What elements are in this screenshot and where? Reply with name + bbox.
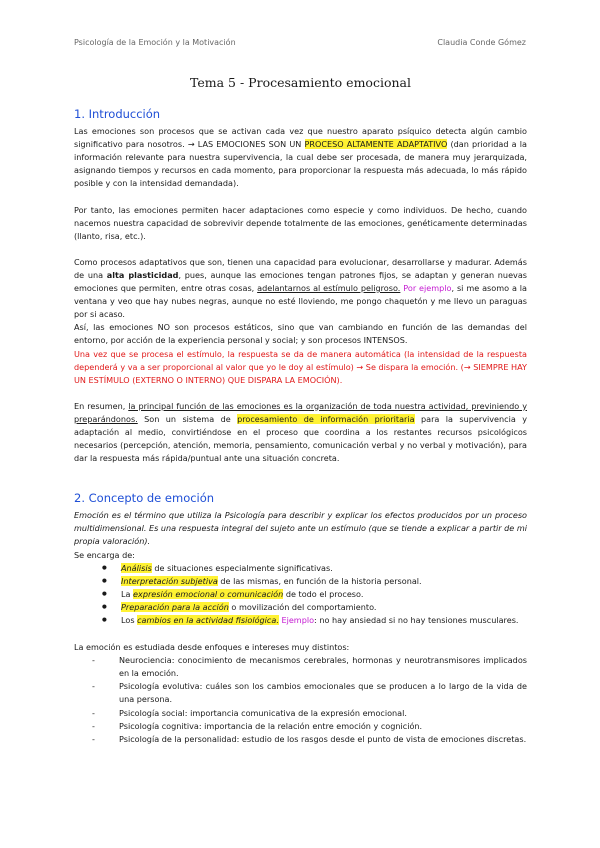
text-run: Como procesos adaptativos que son, tienen una capacidad para evolucionar, desarrollarse y madurar. Además de una (74, 256, 527, 280)
bold-text: alta plasticidad (106, 269, 179, 280)
highlight-text: PROCESO ALTAMENTE ADAPTATIVO (304, 139, 448, 150)
paragraph-3 (74, 256, 527, 321)
list-item: - Psicología social: importancia comunicativa de la expresión emocional. (92, 707, 527, 720)
highlight-text: cambios en la actividad fisiológica. (137, 615, 279, 625)
underlined-text: la principal función de las emociones es la organización de toda nuestra actividad, previniendo y preparándonos. (74, 400, 527, 424)
text-run: , si me asomo a la ventana y veo que hay nubes negras, aunque no esté lloviendo, me pongo chaquetón y me llevo un paraguas por si acaso. (74, 283, 528, 320)
approaches-list (74, 654, 527, 746)
text-run: En resumen, (74, 400, 129, 411)
definition-paragraph: Emoción es el término que utiliza la Psicología para describir y explicar los efectos producidos por un proceso multidimensional. Es una respuesta integral del sujeto ante un estímulo (que se tiende a explicar a partir de mi propia valoración). (74, 510, 527, 547)
list-item: - Neurociencia: conocimiento de mecanismos cerebrales, hormonas y neurotransmisores implicados en la emoción. (92, 654, 527, 680)
document-body (74, 76, 527, 746)
list-item: ● Preparación para la acción o movilización del comportamiento. (102, 601, 527, 614)
text-run: (dan prioridad a la información relevante para nuestra supervivencia, la cual debe ser procesada, de manera muy jerarquizada, asignando tiempos y recursos en cada momento, para proporcionar la respuesta más adecuada, lo más rápido posible y con la intensidad demandada). (74, 139, 527, 189)
document-title: Tema 5 - Procesamiento emocional (190, 75, 411, 90)
list-item: ● Interpretación subjetiva de las mismas, en función de la historia personal. (102, 575, 527, 588)
list-intro: Se encarga de: (74, 549, 135, 560)
paragraph-5-red: Una vez que se procesa el estímulo, la respuesta se da de manera automática (la intensidad de la respuesta dependerá y va a ser proporcional al valor que yo le doy al estímulo) → Se dispara la emoción. (→ SIEMPRE HAY UN ESTÍMULO (EXTERNO O INTERNO) QUE DISPARA LA EMOCIÓN). (74, 348, 527, 385)
functions-list (74, 562, 527, 627)
paragraph-2: Por tanto, las emociones permiten hacer adaptaciones como especie y como individuos. De hecho, cuando nacemos nuestra capacidad de sobrevivir depende totalmente de las emociones, genéticamente determinadas (llanto, risa, etc.). (74, 204, 527, 241)
list-item: ● Análisis de situaciones especialmente significativas. (102, 562, 527, 575)
example-label: Por ejemplo (403, 283, 452, 294)
list-item: ● Los cambios en la actividad fisiológica. Ejemplo: no hay ansiedad si no hay tensiones musculares. (102, 614, 527, 627)
text-run: , pues, aunque las emociones tengan patrones fijos, se adaptan y generan nuevas emociones que permiten, entre otras cosas, (74, 269, 528, 294)
list-item: ● La expresión emocional o comunicación de todo el proceso. (102, 588, 527, 601)
header-author: Claudia Conde Gómez (437, 38, 526, 47)
highlight-text: Interpretación subjetiva (121, 575, 218, 586)
underlined-text: adelantarnos al estímulo peligroso. (257, 283, 401, 294)
paragraph-1 (74, 125, 527, 190)
highlight-text: expresión emocional o comunicación (133, 588, 284, 599)
page-header (74, 38, 526, 47)
example-label: Ejemplo (281, 615, 315, 625)
list-item: - Psicología de la personalidad: estudio de los rasgos desde el punto de vista de emociones discretas. (92, 733, 527, 746)
highlight-text: Análisis (121, 562, 152, 573)
text-run: Las emociones son procesos que se activan cada vez que nuestro aparato psíquico detecta algún cambio significativo para nosotros. → LAS EMOCIONES SON UN (74, 126, 527, 150)
text-run: para la supervivencia y adaptación al medio, convirtiéndose en el proceso que coordina a los restantes recursos psicológicos necesarios (percepción, atención, memoria, pensamiento, comunicación verbal y no verbal y motivación), para dar la respuesta más rápida/puntual ante una situación concreta. (74, 413, 528, 464)
section-heading-concepto: 2. Concepto de emoción (74, 491, 215, 506)
header-course: Psicología de la Emoción y la Motivación (74, 38, 236, 47)
approaches-intro: La emoción es estudiada desde enfoques e intereses muy distintos: (74, 642, 350, 653)
list-item: - Psicología cognitiva: importancia de la relación entre emoción y cognición. (92, 720, 527, 733)
section-heading-introduccion: 1. Introducción (74, 107, 161, 122)
highlight-text: procesamiento de información prioritaria (237, 413, 415, 424)
list-item: - Psicología evolutiva: cuáles son los cambios emocionales que se producen a lo largo de la vida de una persona. (92, 680, 527, 706)
highlight-text: Preparación para la acción (121, 601, 229, 612)
paragraph-6 (74, 400, 527, 465)
paragraph-4: Así, las emociones NO son procesos estáticos, sino que van cambiando en función de las demandas del entorno, por acción de la experiencia personal y social; y son procesos INTENSOS. (74, 322, 527, 346)
text-run: Son un sistema de (137, 413, 238, 424)
